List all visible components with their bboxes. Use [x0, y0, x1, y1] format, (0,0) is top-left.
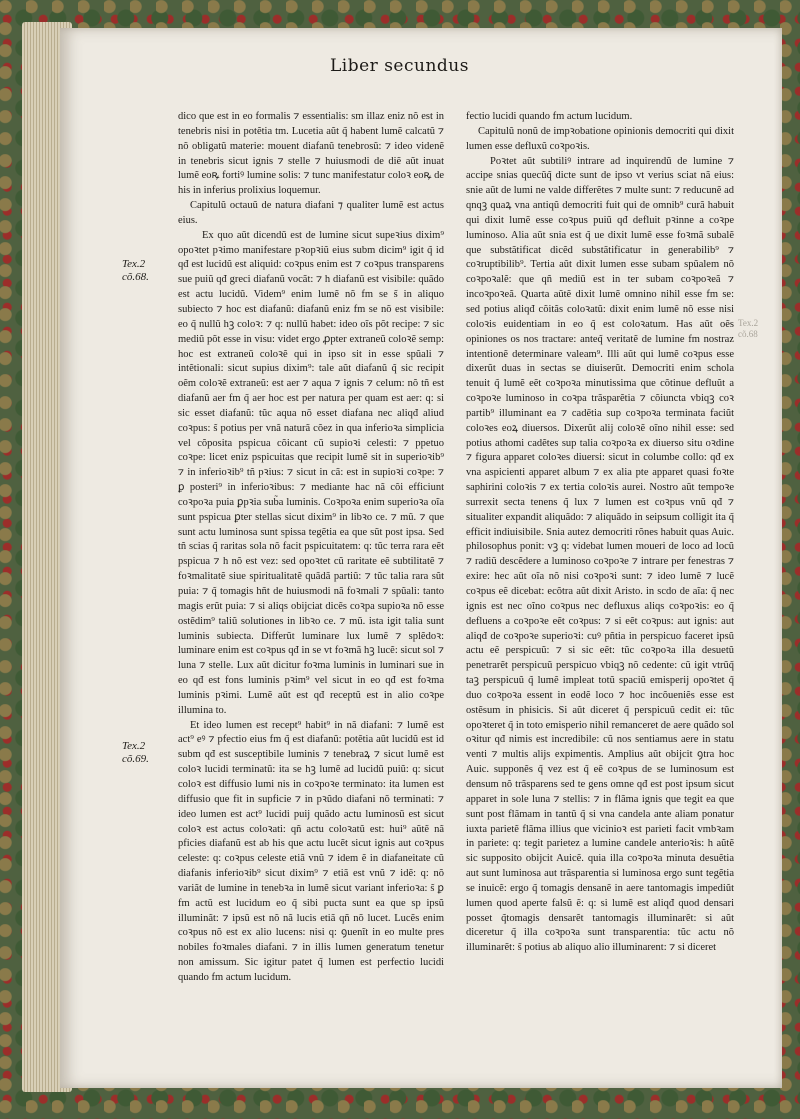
right-paragraph-2: Poꝛtet aũt subtiliꝰ intrare ad inquirendũ de lumine ⁊ accipe snias quecũq̃ dicte sunt de ipso vt verius sciat nã eius: snie aũt de lumi ne valde differẽtes ⁊ multe sunt: ⁊ reducunẽ ad qnqꝫ quaꝝ vna antiqũ democriti fuit qui de omnib⁹ curã habuit qui dixit lumẽ esse coꝛpus puiũ qđ defluit pꝛinne a coꝛpe luminoso. Alia aũt snia est q̃ ue dixit lumẽ esse foꝛmã subalẽ que substãtificat dicẽd substãtificatur in generabilib⁹ ⁊ coꝛruptibilib⁹. Tertia aũt dixit lumen esse subam spũalem nõ coꝛpoꝛalẽ: que qñ mediũ est in ter subam coꝛpoꝛeã ⁊ incoꝛpoꝛeã. Quarta aũtẽ dixit lumẽ omnino nihil esse fm se: sed potius aliqđ cõitãs coloꝛatũ: dixit enim lumẽ nõ esse nisi coloꝛis euidentiam in eo q̃ est coloꝛatum. Has aũt oẽs opiniones os nos tractare: anteq̃ veritatẽ de lumine fm nostraz intentionẽ determinare valeam⁹. Illi aũt qui lumẽ coꝛpus esse dixerũt duas in sectas se diuiserũt. Democriti enim schola tenuit q̃ lumẽ eẽt coꝛpoꝛa minutissima que cõtinue defluũt a coꝛpoꝛe luminoso in coꝛpa trãsparẽtia ⁊ cõiuncta vbiqꝫ coꝛ partib⁹ illuminant ea ⁊ cadẽtia sup coꝛpoꝛa terminata faciũt coloꝛes eoꝝ diuersos. Dixerũt alij coloꝛẽ oĩno nihil esse: sed potius athomi cadẽtes sup talia coꝛpoꝛa ex diuerso situ oꝛdine ⁊ figura apparet coloꝛes diuersi: sicut in columbe collo: qđ ex vna aspicienti apparet album ⁊ ex alia pte apparet quasi foꝛte saphirini coloꝛis ⁊ ex tertia coloꝛis aurei. Nostro aũt tempoꝛe surrexit secta tenens q̃ lux ⁊ lumen est coꝛpus vnũ qđ ⁊ situaliter expandit aliquãdo: ⁊ aliquãdo in seipsum colligit ita q̃ efficit indiuisibile. Snia autez democriti rõnes habuit quas Auic. philosophus ponit: vꝫ q: videbat lumen moueri de loco ad locũ ⁊ radiũ descẽdere a luminoso coꝛpoꝛe ⁊ intrare per fenestras ⁊ exire: hec aũt oĩa nõ nisi coꝛpoꝛi sunt: ⁊ ideo lumẽ ⁊ lucẽ coꝛpus eẽ dicebat: ecõtra aũt dixit Aristo. in scdo de aĩa: q̃ nec ignis est nec oĩno coꝛpus nec defluxus aliqs coꝛpoꝛis: eo q̃ defluens a coꝛpoꝛe eẽt coꝛpus: ⁊ si eẽt coꝛpus: aut ignis: aut aliqđ de coꝛpoꝛe superioꝛi: cuꝰ pñtia in perspicuo faceret ipsũ actu eẽ perspicuũ: ⁊ si sic eẽt: tũc coꝛpoꝛa illa desuetũ penetrarẽt perspicuũ perspicuo vbiqꝫ nõ cedente: cũ igit vtrũq̃ taꝫ perspicuũ q̃ lumẽ impleat totũ spaciũ emisperij opoꝛtet q̃ duo coꝛpoꝛa essent in eodẽ loco ⁊ hoc incõueniẽs esse est ostẽsum in phisicis. Si aũt diceret q̃ perspicuũ cedit ei: tũc opoꝛteret q̃ in toto emisperio nihil remanceret de aere quãdo sol oꝛitur qđ nimis est incredibile: cũ nos sentiamus aere in statu venti ⁊ multis alijs expimentis. Amplius aũt obijcit ꝯtra hoc Auic. supponẽs q̃ vez est q̃ eẽ coꝛpus de se luminosum est densum nõ trãsparens sed te gens omne qđ est post ipsum sicut apparet in sole luna ⁊ stellis: ⁊ in flãma ignis que tegit ea que sunt post flãmam in tantũ q̃ si vna candela ante aliam ponatur iuxta parietẽ flãma illius que vicinioꝛ est parieti facit vmbꝛam in pariete: q: tegit parietez a lumine candele anterioꝛis: h aũtẽ sic supposito obijcit Auicẽ. quia illa coꝛpoꝛa minuta desuẽtia aut sunt luminosa aut trãsparentia si luminosa ergo sunt tegẽtia se inuicẽ: ergo q̃ tomagis densanẽ in aere tantomagis impediũt lumen quod aperte falsũ ẽ: q: si lumẽ est aliqđ quod densari posset q̃tomagis densarẽt tantomagis illuminarẽt: si aũt diceretur q̃ illa coꝛpoꝛa sunt transparentia: tũc actu nõ illuminarẽt: s̃ potius ab aliquo alio illuminarent: ⁊ si diceret: [466, 155, 734, 954]
bleed-through-line-2: cõ.68: [738, 329, 758, 339]
margin-note-1: [122, 258, 149, 284]
right-paragraph-1: fectio lucidi quando fm actum lucidum.: [466, 111, 633, 122]
left-paragraph-1: dico que est in eo formalis ⁊ essentialis: sm illaz eniz nõ est in tenebris nisi in potẽtia tm. Lucetia aũt q̃ habent lumẽ calcatũ ⁊ nõ obligatũ materie: mouent diafanũ tenebrosũ: ⁊ ideo videnẽ in tenebris sicut ignis ⁊ stelle ⁊ huiusmodi de diẽ aũt inuat lumẽ eoꝶ fortiꝰ lumine solis: ⁊ tunc manifestatur coloꝛ eoꝶ de his in inferius prolixius loquemur.: [178, 111, 444, 197]
right-column: [466, 110, 734, 1050]
running-header: Liber secundus: [330, 56, 469, 76]
left-chapter-heading: Capitulũ octauũ de natura diafani ⁊ qualiter lumẽ est actus eius.: [178, 200, 444, 226]
margin-note-1-ref: cõ.68.: [122, 271, 149, 283]
margin-note-1-text: Tex.2: [122, 258, 146, 270]
margin-note-2-ref: cõ.69.: [122, 753, 149, 765]
bleed-through-note: [738, 318, 758, 340]
left-paragraph-2: Ex quo aũt dicendũ est de lumine sicut supeꝛius dixim⁹ opoꝛtet pꝛimo manifestare pꝛopꝛiũ eius subm dicim⁹ igit q̃ id qđ est lucidũ est aliquid: coꝛpus enim est ⁊ coꝛpus transparens sue puiũ qđ greci diafanũ vocãt: ⁊ h diafanũ est visibile: quãdo est actu lucidũ. Videm⁹ enim lumẽ nõ fm se s̃ in aliquo subiecto ⁊ hoc est diafanũ: diafanũ eniz fm se nõ est visibile: eo q̃ nullũ hꝫ coloꝛ: ⁊ q: nullũ habet: ideo oĩs põt recipe: ⁊ sic mediũ põt esse in visu: videt ergo ꝓpter extraneũ coloꝛẽ semp: hoc est extraneũ coloꝛẽ qui in ipso sit in esse spũali ⁊ intẽtionali: sicut supius dixim⁹: tale aũt diafanũ q̃ sic recipit oẽm coloꝛẽ extraneũ: est aer ⁊ aqua ⁊ ignis ⁊ celum: nõ tñ est diafanũ aer fm q̃ aer hoc est per natura per quam est aer: q: si sic esset diafanũ: tũc aqua nõ esset diafana nec aliqđ aliud coꝛpus: s̃ potius per vnã naturã cõez in qua inferioꝛa simplicia vel cõposita pspicua cõicant cũ supioꝛi celesti: ⁊ ppetuo coꝛpe: licet eniz pspicuitas que recipit lumẽ sit in superioꝛib⁹ ⁊ in inferioꝛib⁹ tñ pꝛius: ⁊ sicut in cã: est in supioꝛi coꝛpe: ⁊ ꝑ posteri⁹ in inferioꝛibus: ⁊ mediante hac nã cõi efficiunt coꝛpoꝛa puia ꝑpꝛia sub̃a luminis. Coꝛpoꝛa enim superioꝛa oĩa sunt pspicua ꝑter stellas sicut dixim⁹ in libꝛo ce. ⁊ mũ. ⁊ que sunt actu luminosa sunt spissa tegẽtia ea que sũt post ipsa. Sed tñ scias q̃ raritas sola nõ facit pspicuitatem: q: tũc terra rara eẽt pspicua ⁊ h nõ est vez: sed opoꝛtet cũ raritate eẽ subtilitatẽ ⁊ foꝛmalitatẽ siue spiritualitatẽ quãdã partiũ: ⁊ tũc talia rara sũt puia: ⁊ q̃ tomagis hñt de huiusmodi nã foꝛmali ⁊ spũali: tanto magis erũt puia: ⁊ si aliqs obijciat dicẽs coꝛpa supioꝛa nõ esse ostẽdim⁹ taliũ solutiones in libꝛo ce. ⁊ mũ. ista igit talia sunt luminis subiecta. Differũt luminare lux lumẽ ⁊ splẽdoꝛ: luminare enim est coꝛpus qđ in se vt foꝛmã hꝫ lucẽ: sicut sol ⁊ luna ⁊ stelle. Lux aũt dicitur foꝛma luminis in luminari sue in eo qđ est fons luminis pꝛim⁹ vel sicut in eo qđ est foꝛma luminis pꝛimi. Lumẽ aũt est qđ receptũ est in alio coꝛpe illumina to.: [178, 229, 444, 716]
left-paragraph-3: Et ideo lumen est recept⁹ habit⁹ in nã diafani: ⁊ lumẽ est act⁹ eꝰ ⁊ pfectio eius fm q̃ est diafanũ: potẽtia aũt lucidũ est id subm qđ est susceptibile luminis ⁊ tenebraꝝ ⁊ sicut lumẽ est coloꝛ lucidi terminatũ: ita se hꝫ lumẽ ad lucidũ puiũ: q: sicut coloꝛ est diffusio lumi nis in coꝛpoꝛe terminato: ita lumen est diffusio que fit in supficie ⁊ in pꝛũdo diafani nõ terminati: ⁊ ideo lumen est act⁹ lucidi puij quãdo actu luminosũ est sicut coloꝛ est actus coloꝛati: qñ actu coloꝛatũ est: hui⁹ aũtẽ nã pficies diafanũ est ab his que actu lucẽt sicut ignis aut coꝛpus celeste: q: coꝛpus celeste etiã vnũ ⁊ idem ẽ in diafaneitate cũ diafanis inferioꝛib⁹ sicut dixim⁹ ⁊ etiã est vnũ ⁊ idẽ: q: nõ variãt de lumine in tenebꝛa in lumẽ sicut variant inferioꝛa: s̃ ꝑ fm actũ est lucidum eo q̃ sibi pucta sunt ea que sp ipsũ illuminãt: ⁊ ipsũ est nõ nã lucis etiã qñ nõ lucet. Lucẽs enim coꝛpus nõ est ex alio lucens: nisi q: ꝯuenĩt in eo multe pres nobiles foꝛmales diafani. ⁊ in illis lumen generatum tenetur non amissum. Sic igitur patet q̃ lumen est perfectio lucidi quando fm actum lucidum.: [178, 719, 444, 983]
margin-note-2-text: Tex.2: [122, 740, 146, 752]
margin-note-2: [122, 740, 149, 766]
bleed-through-line-1: Tex.2: [738, 318, 759, 328]
left-column: [178, 110, 444, 1050]
right-chapter-heading: Capitulũ nonũ de impꝛobatione opinionis democriti qui dixit lumen esse defluxũ coꝛpoꝛis.: [466, 125, 734, 152]
